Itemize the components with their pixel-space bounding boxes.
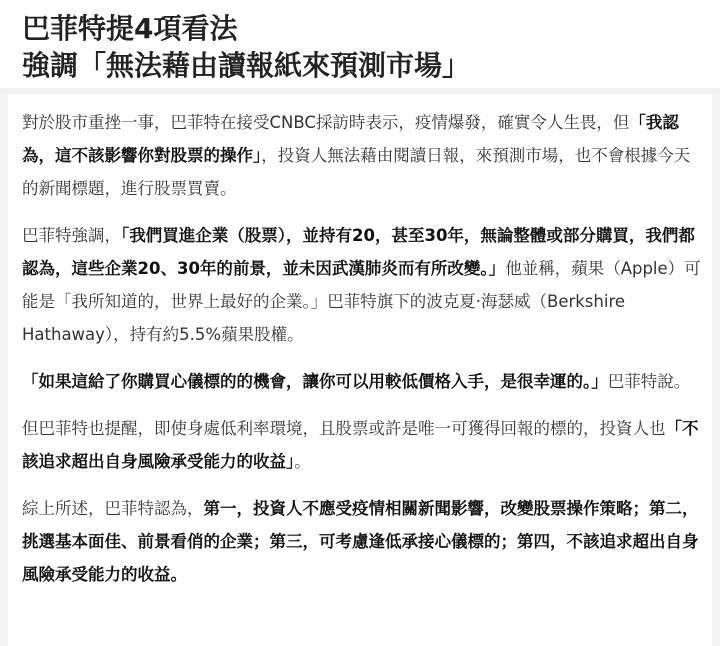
right-margin-rule: [712, 94, 720, 646]
paragraph-5-summary: 第一，投資人不應受疫情相關新聞影響，改變股票操作策略；第二，挑選基本面佳、前景看俏的企業；第三，可考慮逢低承接心儀標的；第四，不該追求超出自身風險承受能力的收益。: [22, 499, 699, 584]
paragraph-5-text: 綜上所述，巴菲特認為，: [22, 499, 204, 518]
paragraph-1: [22, 106, 704, 205]
paragraph-2: [22, 219, 704, 351]
paragraph-2-tail: 他並稱，蘋果（Apple）可能是「我所知道的，世界上最好的企業。」巴菲特旗下的波克夏·海瑟威（Berkshire Hathaway），持有約5.5%蘋果股權。: [22, 259, 701, 344]
paragraph-4-tail: 。: [294, 452, 311, 471]
paragraph-4: [22, 412, 704, 478]
title-divider: [0, 88, 720, 94]
paragraph-2-text: 巴菲特強調，: [22, 226, 121, 245]
paragraph-3-tail: 巴菲特說。: [607, 372, 691, 391]
paragraph-1-text: 對於股市重挫一事，巴菲特在接受CNBC採訪時表示，疫情爆發，確實令人生畏，但: [22, 113, 630, 132]
article-title-part2: 強調「無法藉由讀報紙來預測市場」: [22, 49, 471, 82]
paragraph-1-tail: ，投資人無法藉由閱讀日報，來預測市場，也不會根據今天的新聞標題，進行股票買賣。: [22, 146, 691, 198]
paragraph-3-quote: 「如果這給了你購買心儀標的的機會，讓你可以用較低價格入手，是很幸運的。」: [22, 372, 608, 391]
paragraph-2-quote: 「我們買進企業（股票），並持有20，甚至30年，無論整體或部分購買，我們都認為，這些企業20、30年的前景，並未因武漢肺炎而有所改變。」: [22, 226, 695, 278]
article-title-part1: 巴菲特提4項看法: [22, 12, 238, 45]
paragraph-1-quote: 「我認為，這不該影響你對股票的操作」: [22, 113, 679, 165]
article-body: [22, 106, 704, 605]
paragraph-5: [22, 492, 704, 591]
article-title: [22, 10, 702, 84]
paragraph-4-quote: 「不該追求超出自身風險承受能力的收益」: [22, 419, 699, 471]
paragraph-3: [22, 365, 704, 398]
paragraph-4-text: 但巴菲特也提醒，即使身處低利率環境，且股票或許是唯一可獲得回報的標的，投資人也: [22, 419, 666, 438]
left-margin-rule: [0, 94, 8, 646]
